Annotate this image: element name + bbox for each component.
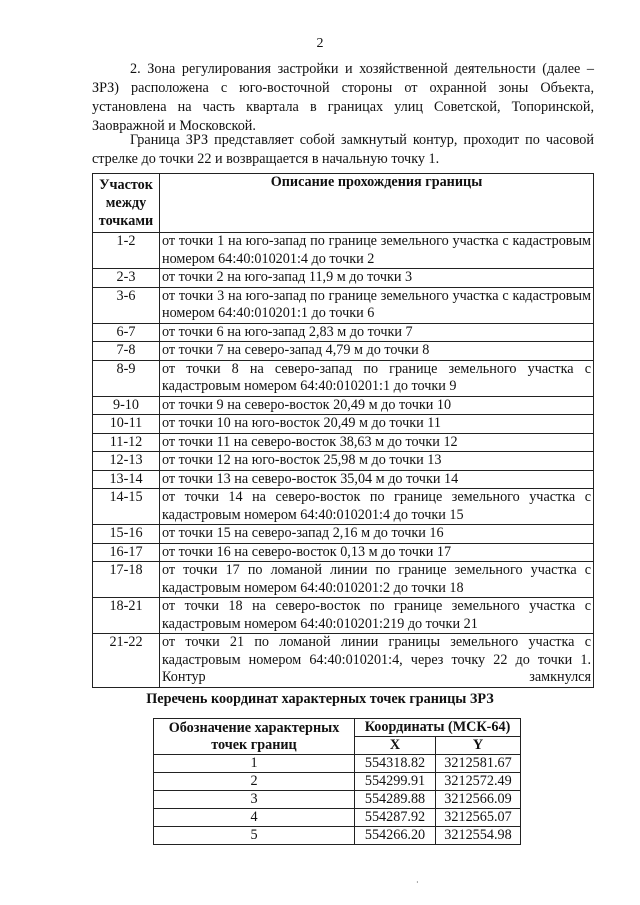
segment-cell: 13-14 xyxy=(93,470,160,489)
segment-cell: 21-22 xyxy=(93,634,160,688)
coordinates-table-body xyxy=(154,755,521,845)
table-row xyxy=(154,809,521,827)
description-cell: от точки 8 на северо-запад по границе земельного участка с кадастровым номером 64:40:010201:1 до точки 9 xyxy=(160,360,594,396)
contour-paragraph: Граница ЗРЗ представляет собой замкнутый контур, проходит по часовой стрелке до точки 22 и возвращается в начальную точку 1. xyxy=(92,132,594,167)
table-row xyxy=(93,489,594,525)
segment-cell: 7-8 xyxy=(93,342,160,361)
coord-y-cell: 3212581.67 xyxy=(436,755,521,773)
description-cell: от точки 14 на северо-восток по границе земельного участка с кадастровым номером 64:40:010201:4 до точки 15 xyxy=(160,489,594,525)
coord-y-cell: 3212565.07 xyxy=(436,809,521,827)
segment-cell: 11-12 xyxy=(93,433,160,452)
description-cell: от точки 7 на северо-запад 4,79 м до точки 8 xyxy=(160,342,594,361)
table-row xyxy=(93,342,594,361)
table-row xyxy=(93,634,594,688)
scan-speck: · xyxy=(416,878,419,887)
coord-x-cell: 554318.82 xyxy=(355,755,436,773)
description-cell: от точки 12 на юго-восток 25,98 м до точки 13 xyxy=(160,452,594,471)
boundary-table-body xyxy=(93,233,594,688)
segment-cell: 3-6 xyxy=(93,287,160,323)
coordinates-table xyxy=(153,718,521,845)
zone-paragraph: 2. Зона регулирования застройки и хозяйственной деятельности (далее – ЗРЗ) расположена с юго-восточной стороны от охранной зоны Объекта, установлена на часть квартала в границах улиц Советской, Топоринской, Заовражной и Московской. xyxy=(92,61,594,134)
segment-cell: 17-18 xyxy=(93,562,160,598)
description-cell: от точки 17 по ломаной линии по границе земельного участка с кадастровым номером 64:40:010201:2 до точки 18 xyxy=(160,562,594,598)
coord-y-cell: 3212554.98 xyxy=(436,827,521,845)
coord-point-cell: 1 xyxy=(154,755,355,773)
coord-y-cell: 3212566.09 xyxy=(436,791,521,809)
segment-cell: 10-11 xyxy=(93,415,160,434)
segment-cell: 18-21 xyxy=(93,598,160,634)
description-cell: от точки 1 на юго-запад по границе земельного участка с кадастровым номером 64:40:010201:4 до точки 2 xyxy=(160,233,594,269)
table-row xyxy=(93,415,594,434)
description-cell: от точки 9 на северо-восток 20,49 м до точки 10 xyxy=(160,396,594,415)
description-cell: от точки 2 на юго-запад 11,9 м до точки 3 xyxy=(160,269,594,288)
coordinates-header-row xyxy=(154,719,521,737)
coord-point-cell: 5 xyxy=(154,827,355,845)
description-cell: от точки 3 на юго-запад по границе земельного участка с кадастровым номером 64:40:010201:1 до точки 6 xyxy=(160,287,594,323)
description-cell: от точки 18 на северо-восток по границе земельного участка с кадастровым номером 64:40:010201:219 до точки 21 xyxy=(160,598,594,634)
coordinates-title: Перечень координат характерных точек границы ЗРЗ xyxy=(146,691,494,707)
segment-cell: 2-3 xyxy=(93,269,160,288)
coord-x-cell: 554266.20 xyxy=(355,827,436,845)
description-cell: от точки 10 на юго-восток 20,49 м до точки 11 xyxy=(160,415,594,434)
table-row xyxy=(93,233,594,269)
segment-cell: 6-7 xyxy=(93,323,160,342)
segment-cell: 16-17 xyxy=(93,543,160,562)
description-cell: от точки 15 на северо-запад 2,16 м до точки 16 xyxy=(160,525,594,544)
description-cell: от точки 13 на северо-восток 35,04 м до точки 14 xyxy=(160,470,594,489)
table-row xyxy=(93,433,594,452)
table-row xyxy=(93,360,594,396)
segment-cell: 15-16 xyxy=(93,525,160,544)
boundary-table-header xyxy=(93,174,594,233)
header-x: X xyxy=(355,737,436,755)
boundary-table xyxy=(92,173,594,688)
header-segment: Участок между точками xyxy=(93,174,160,233)
header-point: Обозначение характерных точек границ xyxy=(154,719,355,755)
coord-y-cell: 3212572.49 xyxy=(436,773,521,791)
table-row xyxy=(154,755,521,773)
description-cell: от точки 11 на северо-восток 38,63 м до точки 12 xyxy=(160,433,594,452)
table-row xyxy=(93,598,594,634)
description-cell: от точки 21 по ломаной линии границы земельного участка с кадастровым номером 64:40:010201:4, через точку 22 до точки 1. Контур замкнулся xyxy=(160,634,594,688)
table-row xyxy=(93,470,594,489)
table-row xyxy=(93,525,594,544)
table-row xyxy=(154,827,521,845)
segment-cell: 1-2 xyxy=(93,233,160,269)
segment-cell: 8-9 xyxy=(93,360,160,396)
table-row xyxy=(93,287,594,323)
description-cell: от точки 6 на юго-запад 2,83 м до точки 7 xyxy=(160,323,594,342)
segment-cell: 14-15 xyxy=(93,489,160,525)
table-row xyxy=(154,791,521,809)
header-description: Описание прохождения границы xyxy=(160,174,594,233)
page-number: 2 xyxy=(316,36,324,51)
coord-point-cell: 2 xyxy=(154,773,355,791)
segment-cell: 12-13 xyxy=(93,452,160,471)
coord-x-cell: 554289.88 xyxy=(355,791,436,809)
table-row xyxy=(154,773,521,791)
table-row xyxy=(93,396,594,415)
table-row xyxy=(93,269,594,288)
table-row xyxy=(93,562,594,598)
segment-cell: 9-10 xyxy=(93,396,160,415)
description-cell: от точки 16 на северо-восток 0,13 м до точки 17 xyxy=(160,543,594,562)
header-y: Y xyxy=(436,737,521,755)
coord-point-cell: 3 xyxy=(154,791,355,809)
coord-point-cell: 4 xyxy=(154,809,355,827)
coord-x-cell: 554299.91 xyxy=(355,773,436,791)
header-coords: Координаты (МСК-64) xyxy=(355,719,521,737)
table-row xyxy=(93,323,594,342)
table-row xyxy=(93,452,594,471)
coord-x-cell: 554287.92 xyxy=(355,809,436,827)
table-row xyxy=(93,543,594,562)
